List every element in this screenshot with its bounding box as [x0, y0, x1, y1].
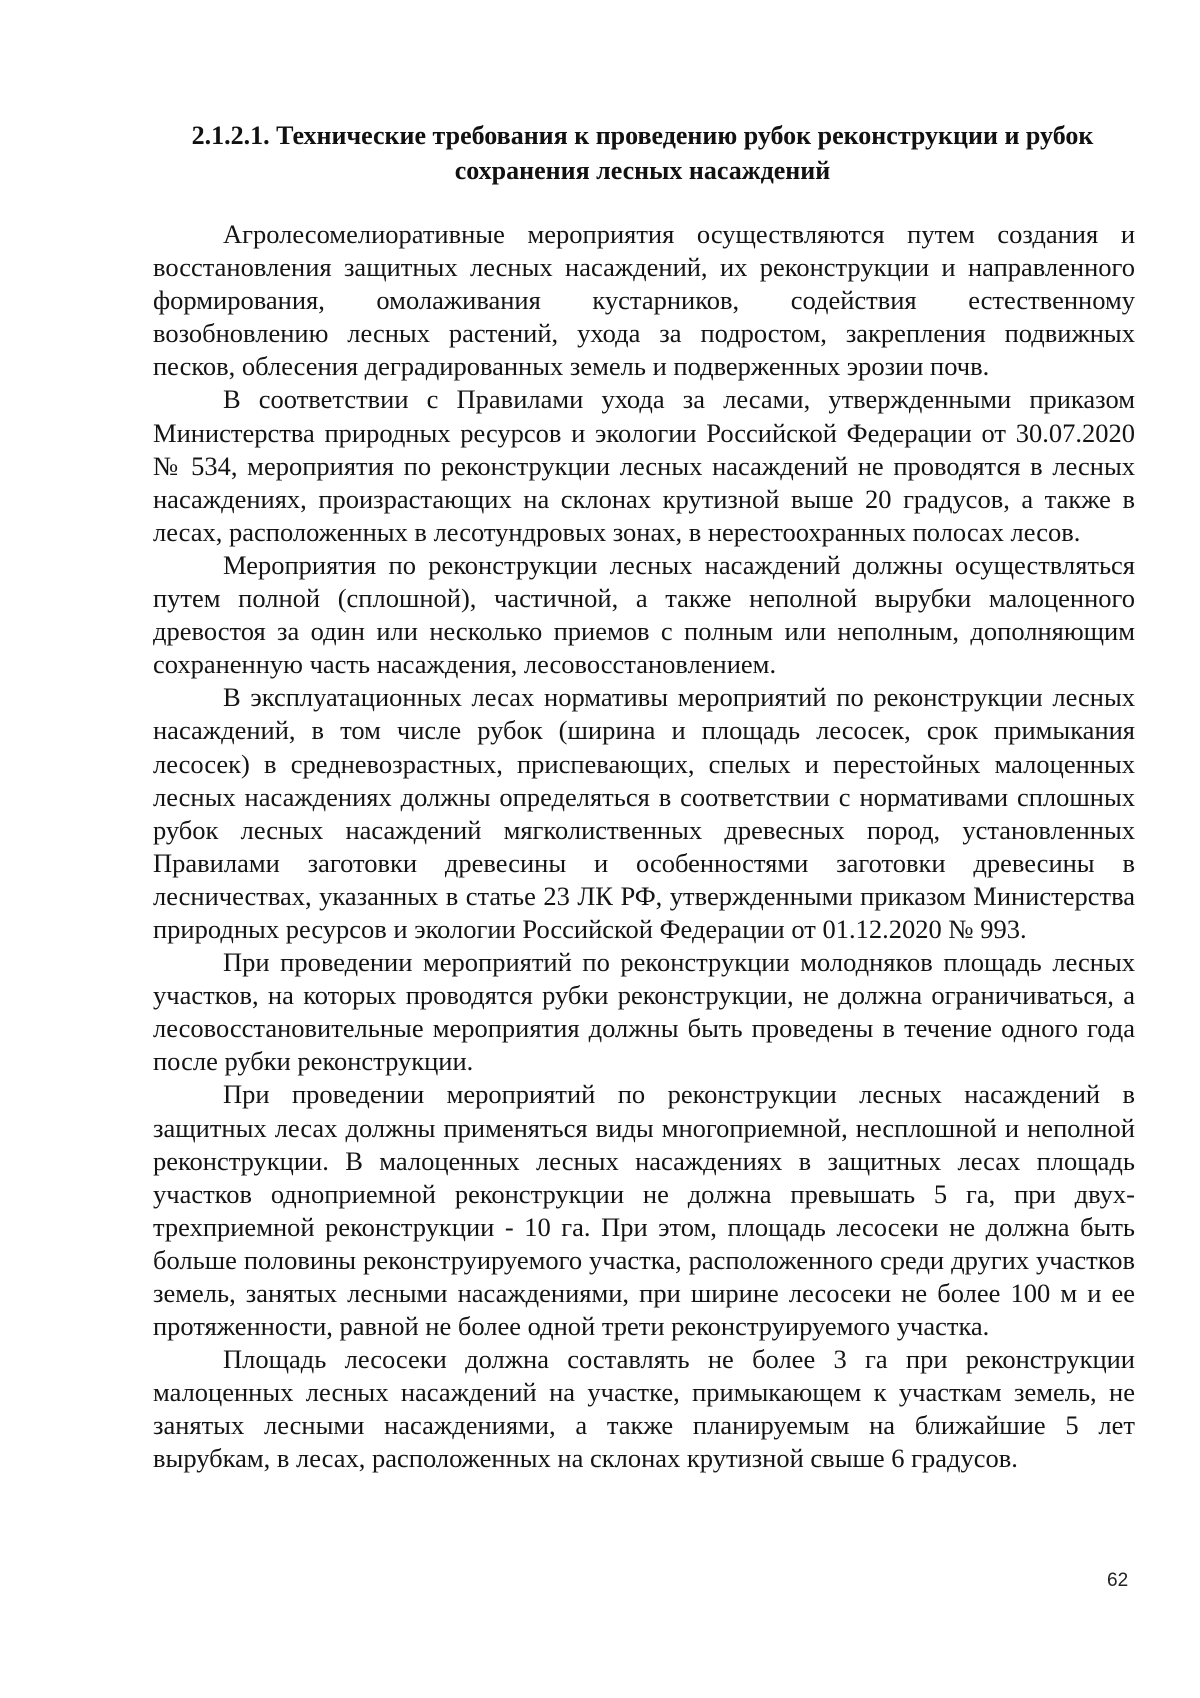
paragraph-care-rules: В соответствии с Правилами ухода за лесами, утвержденными приказом Министерства природных ресурсов и экологии Российской Федерации от 30.07.2020 № 534, мероприятия по реконструкции лесных насаждений не проводятся в лесных насаждениях, произрастающих на склонах крутизной выше 20 градусов, а также в лесах, расположенных в лесотундровых зонах, в нерестоохранных полосах лесов.	[153, 384, 1135, 547]
section-heading: 2.1.2.1. Технические требования к проведению рубок реконструкции и рубок сохранения лесных насаждений	[191, 121, 1094, 185]
paragraph-exploitation-forests: В эксплуатационных лесах нормативы мероприятий по реконструкции лесных насаждений, в том числе рубок (ширина и площадь лесосек, срок примыкания лесосек) в средневозрастных, приспевающих, спелых и перестойных малоценных лесных насаждениях должны определяться в соответствии с нормативами сплошных рубок лесных насаждений мягколиственных древесных пород, установленных Правилами заготовки древесины и особенностями заготовки древесины в лесничествах, указанных в статье 23 ЛК РФ, утвержденными приказом Министерства природных ресурсов и экологии Российской Федерации от 01.12.2020 № 993.	[153, 682, 1135, 944]
page-number: 62	[1107, 1570, 1129, 1591]
paragraph-young-stands: При проведении мероприятий по реконструкции молодняков площадь лесных участков, на которых проводятся рубки реконструкции, не должна ограничиваться, а лесовосстановительные мероприятия должны быть проведены в течение одного года после рубки реконструкции.	[153, 947, 1135, 1077]
paragraph-protective-forests: При проведении мероприятий по реконструкции лесных насаждений в защитных лесах должны применяться виды многоприемной, несплошной и неполной реконструкции. В малоценных лесных насаждениях в защитных лесах площадь участков одноприемной реконструкции не должна превышать 5 га, при двух-трехприемной реконструкции - 10 га. При этом, площадь лесосеки не должна быть больше половины реконструируемого участка, расположенного среди других участков земель, занятых лесными насаждениями, при ширине лесосеки не более 100 м и ее протяженности, равной не более одной трети реконструируемого участка.	[153, 1079, 1135, 1342]
document-body	[153, 218, 1135, 1476]
paragraph-agroforestry-measures: Агролесомелиоративные мероприятия осуществляются путем создания и восстановления защитных лесных насаждений, их реконструкции и направленного формирования, омолаживания кустарников, содействия естественному возобновлению лесных растений, ухода за подростом, закрепления подвижных песков, облесения деградированных земель и подверженных эрозии почв.	[153, 219, 1135, 382]
paragraph-reconstruction-methods: Мероприятия по реконструкции лесных насаждений должны осуществляться путем полной (сплошной), частичной, а также неполной вырубки малоценного древостоя за один или несколько приемов с полным или неполным, дополняющим сохраненную часть насаждения, лесовосстановлением.	[153, 549, 1135, 680]
paragraph-cutting-area-limits: Площадь лесосеки должна составлять не более 3 га при реконструкции малоценных лесных насаждений на участке, примыкающем к участкам земель, не занятых лесными насаждениями, а также планируемым на ближайшие 5 лет вырубкам, в лесах, расположенных на склонах крутизной свыше 6 градусов.	[153, 1344, 1135, 1474]
